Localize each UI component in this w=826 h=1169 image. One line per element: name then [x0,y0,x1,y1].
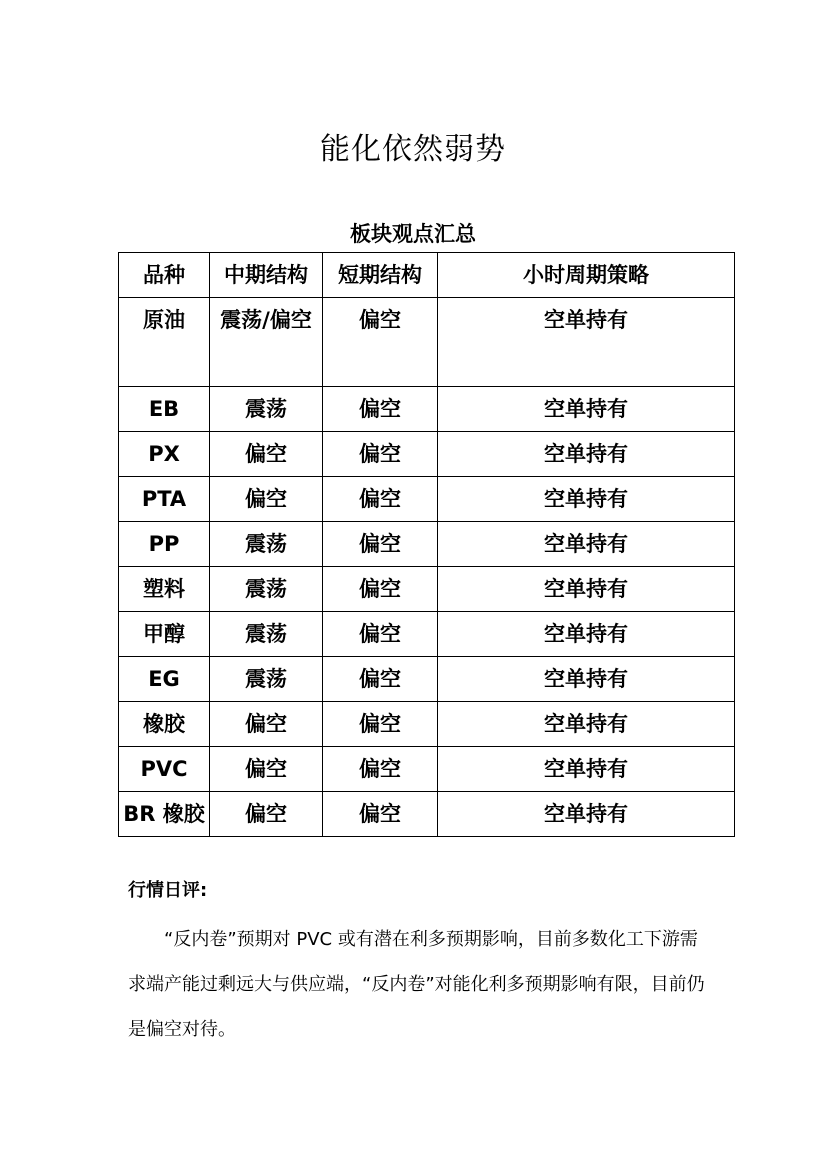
cell-short-term: 偏空 [323,657,438,702]
table-row [119,612,735,657]
table-row [119,432,735,477]
cell-variety: 甲醇 [119,612,210,657]
cell-strategy: 空单持有 [438,747,735,792]
cell-variety: EG [119,657,210,702]
column-header-hourly-strategy: 小时周期策略 [438,253,735,298]
cell-short-term: 偏空 [323,792,438,837]
table-row [119,522,735,567]
cell-mid-term: 偏空 [210,477,323,522]
cell-variety: PVC [119,747,210,792]
cell-strategy: 空单持有 [438,298,735,387]
cell-mid-term: 震荡 [210,612,323,657]
comment-body: “反内卷”预期对 PVC 或有潜在利多预期影响，目前多数化工下游需求端产能过剩远大与供应端，“反内卷”对能化利多预期影响有限，目前仍是偏空对待。 [128,929,705,1040]
column-header-short-term: 短期结构 [323,253,438,298]
cell-variety: PTA [119,477,210,522]
table-row [119,298,735,387]
cell-mid-term: 偏空 [210,747,323,792]
cell-mid-term: 偏空 [210,432,323,477]
summary-table [118,252,735,837]
cell-short-term: 偏空 [323,567,438,612]
cell-short-term: 偏空 [323,387,438,432]
cell-variety: 橡胶 [119,702,210,747]
table-title: 板块观点汇总 [350,222,476,246]
cell-strategy: 空单持有 [438,702,735,747]
cell-mid-term: 震荡 [210,567,323,612]
cell-strategy: 空单持有 [438,387,735,432]
cell-short-term: 偏空 [323,522,438,567]
table-row [119,387,735,432]
cell-mid-term: 偏空 [210,792,323,837]
cell-short-term: 偏空 [323,432,438,477]
cell-variety: 塑料 [119,567,210,612]
cell-variety: BR 橡胶 [119,792,210,837]
table-header-row [119,253,735,298]
page-title: 能化依然弱势 [320,132,506,167]
cell-mid-term: 偏空 [210,702,323,747]
cell-short-term: 偏空 [323,477,438,522]
table-row [119,747,735,792]
cell-strategy: 空单持有 [438,612,735,657]
cell-mid-term: 震荡 [210,522,323,567]
cell-variety: PX [119,432,210,477]
table-row [119,567,735,612]
cell-short-term: 偏空 [323,298,438,387]
cell-mid-term: 震荡 [210,657,323,702]
cell-variety: PP [119,522,210,567]
table-row [119,477,735,522]
table-row [119,657,735,702]
column-header-mid-term: 中期结构 [210,253,323,298]
cell-strategy: 空单持有 [438,792,735,837]
cell-strategy: 空单持有 [438,432,735,477]
cell-short-term: 偏空 [323,747,438,792]
comment-heading: 行情日评: [128,880,208,901]
cell-variety: 原油 [119,298,210,387]
cell-short-term: 偏空 [323,702,438,747]
cell-short-term: 偏空 [323,612,438,657]
cell-mid-term: 震荡 [210,387,323,432]
cell-strategy: 空单持有 [438,567,735,612]
cell-variety: EB [119,387,210,432]
cell-mid-term: 震荡/偏空 [210,298,323,387]
cell-strategy: 空单持有 [438,477,735,522]
cell-strategy: 空单持有 [438,657,735,702]
column-header-variety: 品种 [119,253,210,298]
table-row [119,702,735,747]
cell-strategy: 空单持有 [438,522,735,567]
table-row [119,792,735,837]
